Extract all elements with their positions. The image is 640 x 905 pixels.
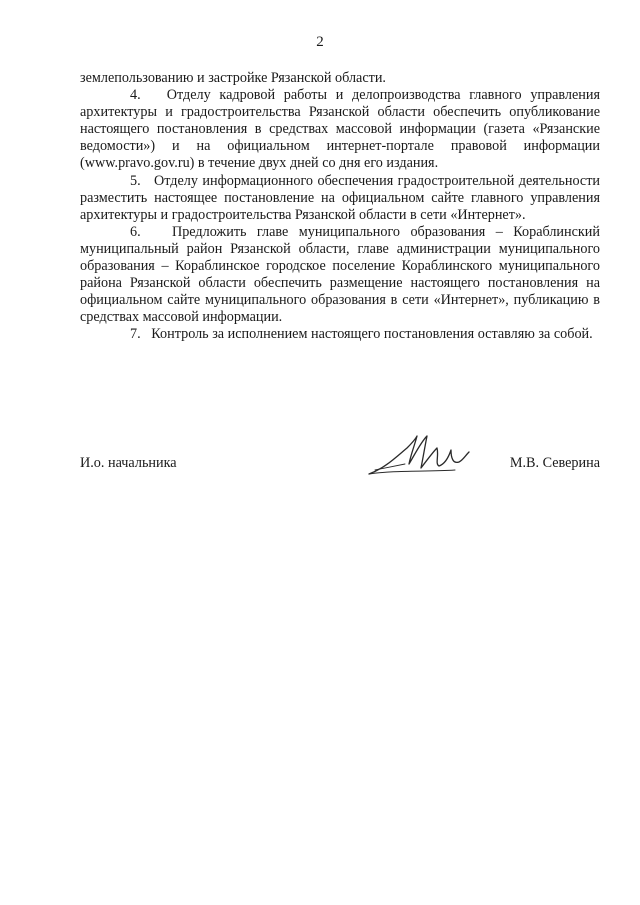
handwritten-signature — [365, 430, 485, 480]
signatory-title: И.о. начальника — [80, 455, 177, 471]
paragraph-item-4: 4. Отделу кадровой работы и делопроизводства главного управления архитектуры и градостроительства Рязанской области обеспечить опубликование настоящего постановления в средствах массовой информации (газета «Рязанские ведомости») и на официальном интернет-портале правовой информации (www.pravo.gov.ru) в течение двух дней со дня его издания. — [80, 87, 600, 172]
document-body — [80, 70, 600, 344]
paragraph-item-5: 5. Отделу информационного обеспечения градостроительной деятельности разместить настоящее постановление на официальном сайте главного управления архитектуры и градостроительства Рязанской области в сети «Интернет». — [80, 172, 600, 223]
paragraph-continuation: землепользованию и застройке Рязанской области. — [80, 70, 386, 86]
signatory-name: М.В. Северина — [509, 455, 600, 471]
paragraph-item-6: 6. Предложить главе муниципального образования – Кораблинский муниципальный район Рязанской области, главе администрации муниципального образования – Кораблинское городское поселение Кораблинского муниципального района Рязанской области обеспечить размещение настоящего постановления на официальном сайте муниципального образования в сети «Интернет», публикацию в средствах массовой информации. — [80, 223, 600, 326]
signature-block — [80, 430, 600, 490]
page-number: 2 — [316, 34, 324, 50]
paragraph-item-7: 7. Контроль за исполнением настоящего постановления оставляю за собой. — [130, 326, 593, 343]
